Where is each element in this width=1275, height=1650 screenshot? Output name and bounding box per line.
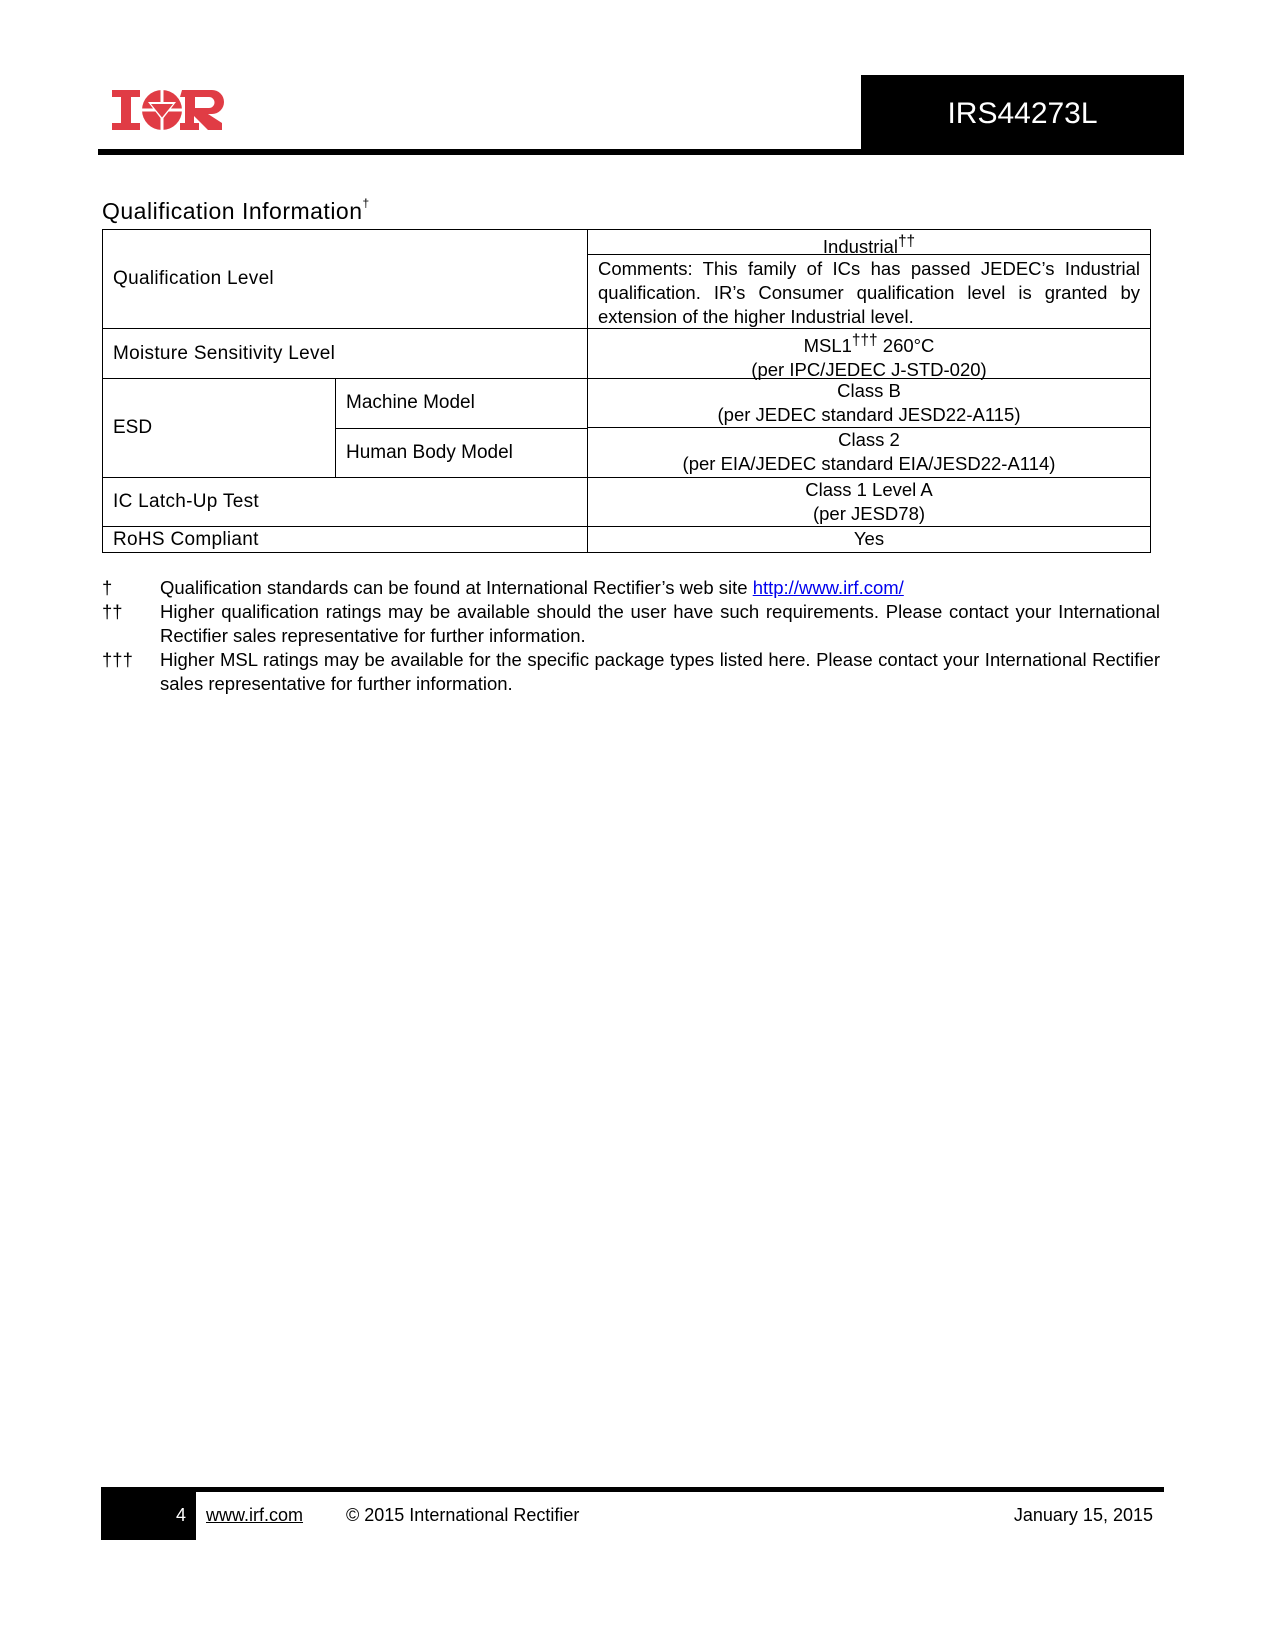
footnote-mark: †: [362, 196, 370, 210]
footnote: † Qualification standards can be found at International Rectifier’s web site http://www.irf.com/: [102, 577, 904, 598]
footnote: †† Higher qualification ratings may be available should the user have such requirements. Please contact your International Rectifier sales representative for further information.: [102, 601, 1160, 646]
footer-website-link[interactable]: www.irf.com: [206, 1505, 304, 1525]
footnote: ††† Higher MSL ratings may be available for the specific package types listed here. Please contact your International Rectifier sales representative for further information.: [102, 649, 1160, 694]
qualification-table: [102, 229, 1151, 553]
value-msl: MSL1††† 260°C: [803, 332, 935, 357]
label-msl: Moisture Sensitivity Level: [103, 329, 588, 378]
value-human-body-model: Class 2 (per EIA/JEDEC standard EIA/JESD22-A114): [588, 427, 1150, 476]
label-human-body-model: Human Body Model: [336, 428, 587, 478]
label-esd: ESD: [103, 379, 336, 477]
footer-divider: [101, 1487, 1164, 1492]
copyright: © 2015 International Rectifier: [346, 1505, 580, 1525]
footnote-mark: †††: [102, 649, 133, 670]
value-machine-model: Class B (per JEDEC standard JESD22-A115): [717, 380, 1021, 425]
page-number-box: [101, 1490, 196, 1540]
footnote-mark: †: [102, 577, 113, 598]
row-latchup: [103, 477, 1150, 526]
qualification-comments: Comments: This family of ICs has passed JEDEC’s Industrial qualification. IR’s Consumer qualification level is granted by extension of the higher Industrial level.: [598, 258, 1140, 327]
value-latchup: Class 1 Level A: [805, 479, 933, 500]
label-rohs: RoHS Compliant: [103, 527, 588, 552]
label-machine-model: Machine Model: [346, 392, 475, 414]
header-divider: [98, 149, 1184, 155]
footnotes: [102, 576, 1160, 696]
value-qualification-level: Industrial††: [822, 233, 916, 258]
irf-website-link[interactable]: http://www.irf.com/: [752, 577, 904, 598]
page-number: 4: [175, 1504, 186, 1525]
part-number-banner: [861, 75, 1184, 153]
row-qualification-level: [103, 230, 1150, 328]
latchup-standard: (per JESD78): [812, 503, 926, 524]
row-msl: [103, 328, 1150, 381]
ior-logo: [112, 90, 230, 130]
footnote-mark: ††: [897, 233, 916, 250]
value-rohs: Yes: [853, 528, 885, 549]
footnote-mark: †††: [851, 332, 878, 349]
label-latchup: IC Latch-Up Test: [103, 478, 588, 526]
footnote-mark: ††: [102, 601, 123, 622]
msl-standard: (per IPC/JEDEC J-STD-020): [751, 359, 987, 381]
section-title: Qualification Information†: [102, 196, 370, 224]
part-number: IRS44273L: [947, 97, 1098, 130]
document-date: January 15, 2015: [1013, 1505, 1153, 1525]
label-qualification-level: Qualification Level: [103, 230, 588, 328]
row-rohs: [103, 526, 1150, 552]
row-esd: [103, 378, 1150, 477]
